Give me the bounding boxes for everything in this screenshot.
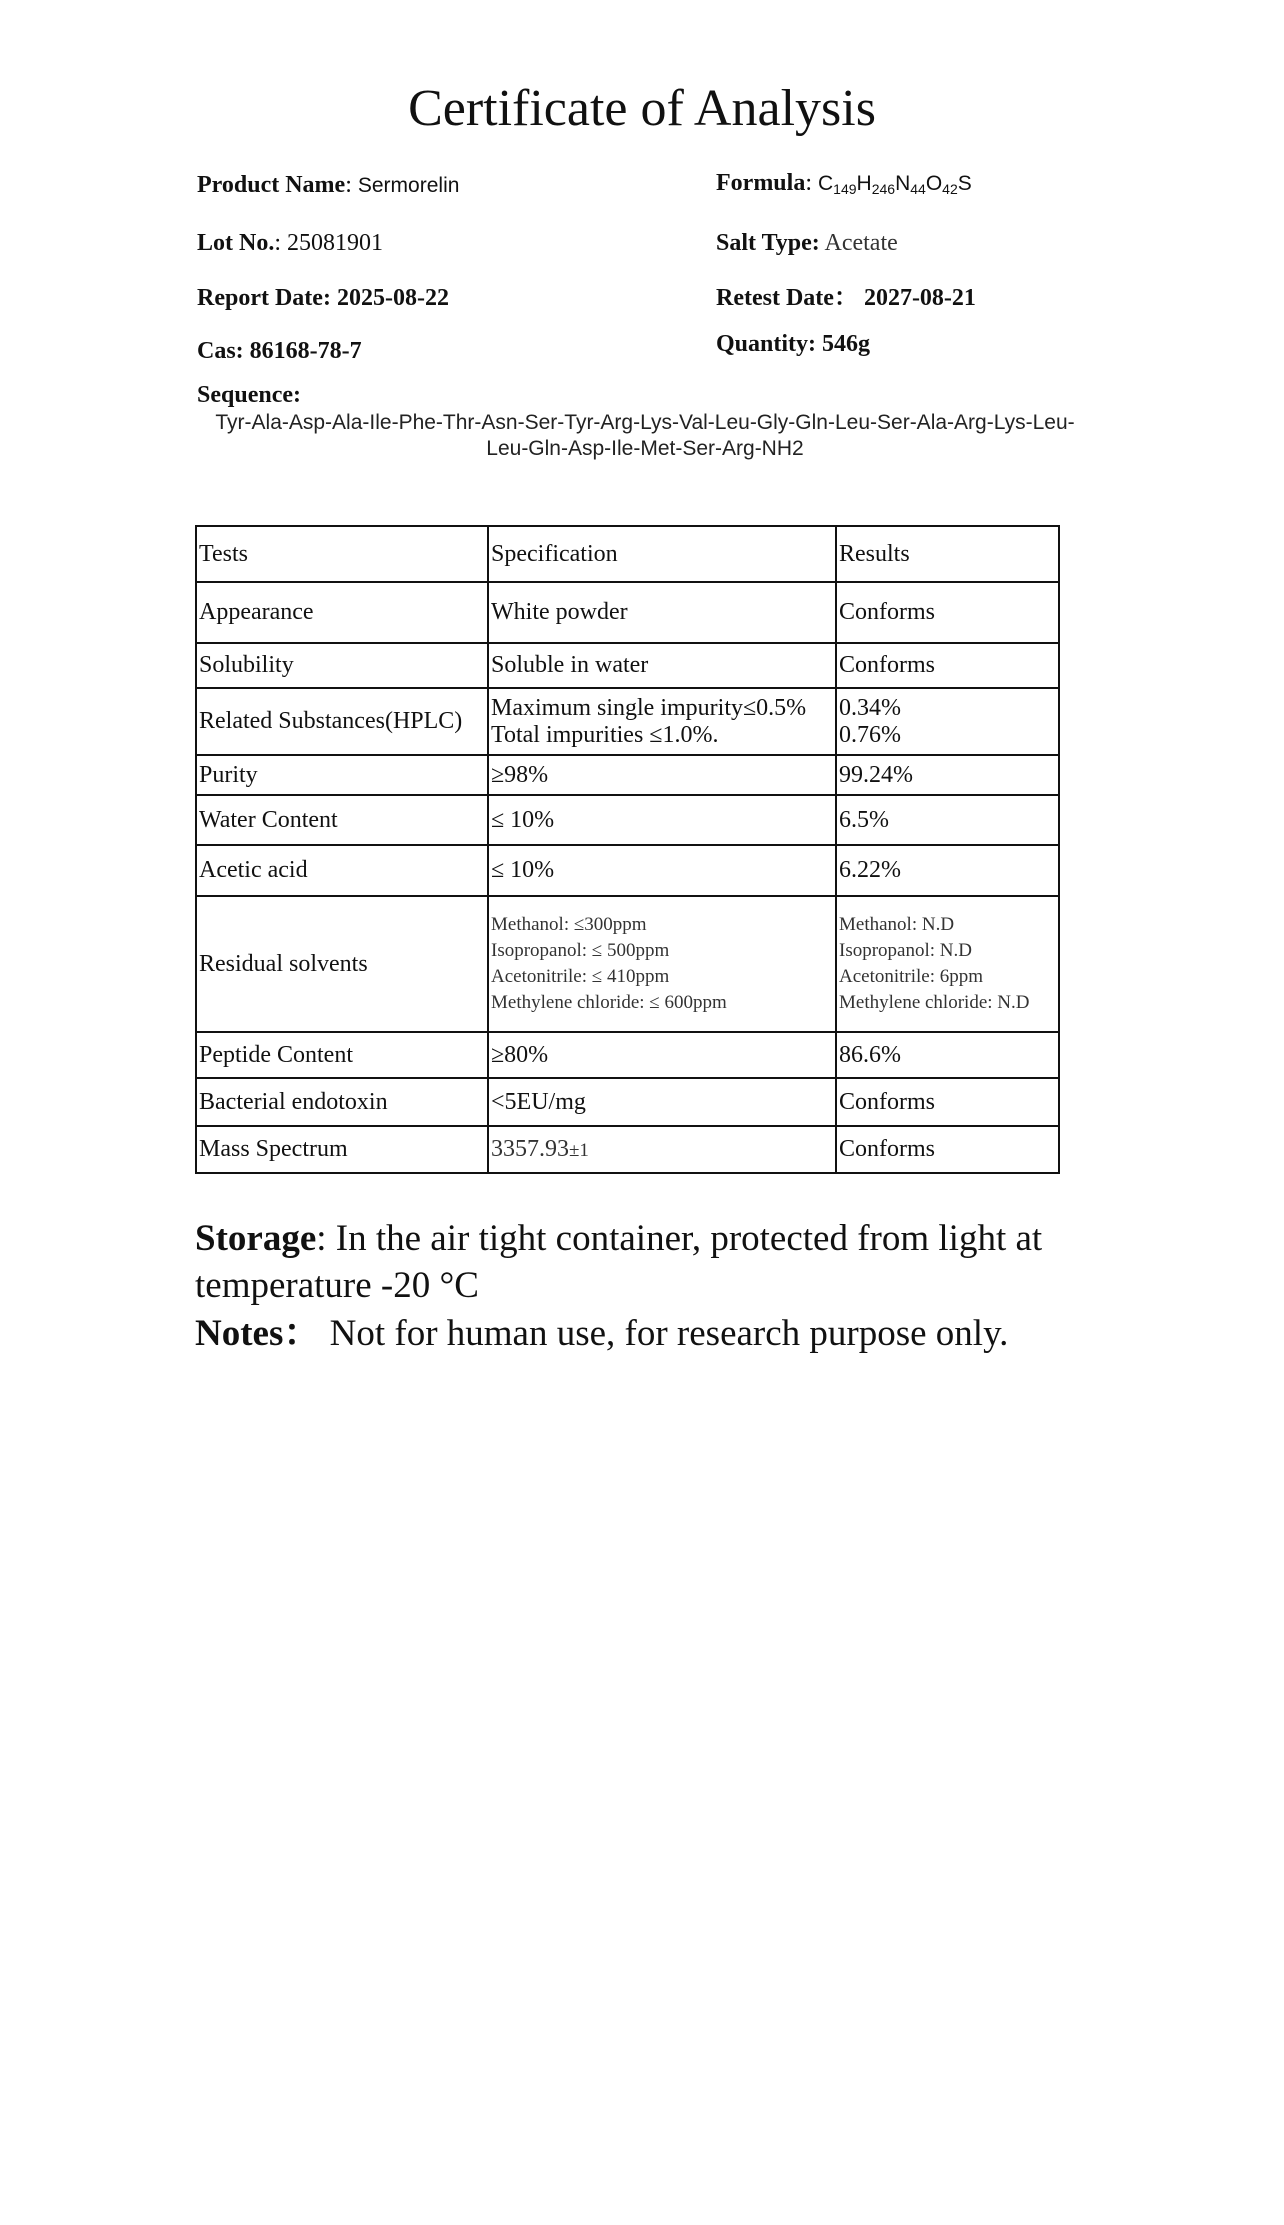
result-cell: Conforms bbox=[836, 582, 1059, 643]
report-date-value: 2025-08-22 bbox=[336, 285, 449, 311]
header-cell: Results bbox=[836, 526, 1059, 582]
spec-cell: White powder bbox=[488, 582, 836, 643]
test-cell: Acetic acid bbox=[196, 845, 488, 896]
product-name-value: Sermorelin bbox=[357, 174, 460, 197]
spec-cell: <5EU/mg bbox=[488, 1078, 836, 1126]
lot-number-label: Lot No. bbox=[197, 230, 275, 256]
storage-statement bbox=[195, 1215, 1155, 1309]
test-cell: Related Substances(HPLC) bbox=[196, 688, 488, 755]
cas-field bbox=[197, 336, 362, 366]
sequence-line: Leu-Gln-Asp-Ile-Met-Ser-Arg-NH2 bbox=[486, 437, 804, 460]
test-cell: Purity bbox=[196, 755, 488, 795]
result-cell: 99.24% bbox=[836, 755, 1059, 795]
formula-field: Formula: $C_{149}H_{246}N_{44}O_{42}S$ bbox=[716, 170, 972, 197]
storage-label: Storage bbox=[195, 1218, 317, 1259]
report-date-field bbox=[197, 283, 449, 313]
quantity-value: 546g bbox=[822, 331, 871, 357]
result-cell: Conforms bbox=[836, 643, 1059, 688]
result-cell: Conforms bbox=[836, 1126, 1059, 1173]
analysis-table bbox=[195, 525, 1060, 1174]
spec-cell: ≤ 10% bbox=[488, 845, 836, 896]
result-cell: 6.5% bbox=[836, 795, 1059, 845]
test-cell: Peptide Content bbox=[196, 1032, 488, 1078]
sequence-label: Sequence: bbox=[197, 382, 301, 408]
result-cell: Conforms bbox=[836, 1078, 1059, 1126]
lot-number-value: 25081901 bbox=[287, 230, 384, 256]
result-cell: 86.6% bbox=[836, 1032, 1059, 1078]
spec-cell: Maximum single impurity≤0.5% Total impurities ≤1.0%. bbox=[488, 688, 836, 755]
test-cell: Mass Spectrum bbox=[196, 1126, 488, 1173]
table-row bbox=[196, 1078, 1059, 1126]
retest-date-field bbox=[716, 283, 976, 313]
salt-type-field bbox=[716, 228, 898, 258]
cas-label: Cas: bbox=[197, 338, 244, 364]
storage-text: : In the air tight container, protected from light at temperature -20 °C bbox=[195, 1218, 1043, 1306]
table-row bbox=[196, 688, 1059, 755]
test-cell: Residual solvents bbox=[196, 896, 488, 1032]
result-cell: 6.22% bbox=[836, 845, 1059, 896]
spec-cell: ≥98% bbox=[488, 755, 836, 795]
table-row bbox=[196, 755, 1059, 795]
lot-number-field: Lot No.: 25081901 bbox=[197, 230, 384, 256]
retest-date-label: Retest Date： bbox=[716, 285, 858, 311]
cas-value: 86168-78-7 bbox=[249, 338, 362, 364]
salt-type-value: Acetate bbox=[824, 230, 898, 256]
retest-date-value: 2027-08-21 bbox=[863, 285, 976, 311]
sequence-line: Tyr-Ala-Asp-Ala-Ile-Phe-Thr-Asn-Ser-Tyr-Arg-Lys-Val-Leu-Gly-Gln-Leu-Ser-Ala-Arg-Lys-Leu- bbox=[215, 411, 1075, 434]
notes-statement bbox=[195, 1310, 1155, 1357]
spec-cell: 3357.93±1 bbox=[488, 1126, 836, 1173]
table-row bbox=[196, 795, 1059, 845]
report-date-label: Report Date: bbox=[197, 285, 331, 311]
spec-cell: Soluble in water bbox=[488, 643, 836, 688]
table-row bbox=[196, 1032, 1059, 1078]
test-cell: Solubility bbox=[196, 643, 488, 688]
notes-text: Not for human use, for research purpose only. bbox=[320, 1313, 1009, 1354]
product-name-field: Product Name: Sermorelin bbox=[197, 172, 460, 198]
product-name-label: Product Name bbox=[197, 172, 346, 198]
test-cell: Appearance bbox=[196, 582, 488, 643]
quantity-field bbox=[716, 329, 870, 359]
spec-cell: ≤ 10% bbox=[488, 795, 836, 845]
result-cell: 0.34% 0.76% bbox=[836, 688, 1059, 755]
table-row bbox=[196, 1126, 1059, 1173]
header-cell: Tests bbox=[196, 526, 488, 582]
document-title: Certificate of Analysis bbox=[408, 80, 876, 137]
test-cell: Water Content bbox=[196, 795, 488, 845]
spec-cell: Methanol: ≤300ppm Isopropanol: ≤ 500ppm Acetonitrile: ≤ 410ppm Methylene chloride: ≤ 600ppm bbox=[488, 896, 836, 1032]
result-cell: Methanol: N.D Isopropanol: N.D Acetonitrile: 6ppm Methylene chloride: N.D bbox=[836, 896, 1059, 1032]
formula-value: $C_{149}H_{246}N_{44}O_{42}S$ bbox=[818, 172, 972, 197]
table-header-row bbox=[196, 526, 1059, 582]
sequence-text bbox=[197, 410, 1093, 462]
notes-label: Notes： bbox=[195, 1313, 321, 1354]
table-row bbox=[196, 643, 1059, 688]
test-cell: Bacterial endotoxin bbox=[196, 1078, 488, 1126]
quantity-label: Quantity: bbox=[716, 331, 817, 357]
table-row bbox=[196, 582, 1059, 643]
salt-type-label: Salt Type: bbox=[716, 230, 820, 256]
table-row bbox=[196, 896, 1059, 1032]
header-cell: Specification bbox=[488, 526, 836, 582]
spec-cell: ≥80% bbox=[488, 1032, 836, 1078]
formula-label: Formula bbox=[716, 170, 806, 196]
table-row bbox=[196, 845, 1059, 896]
